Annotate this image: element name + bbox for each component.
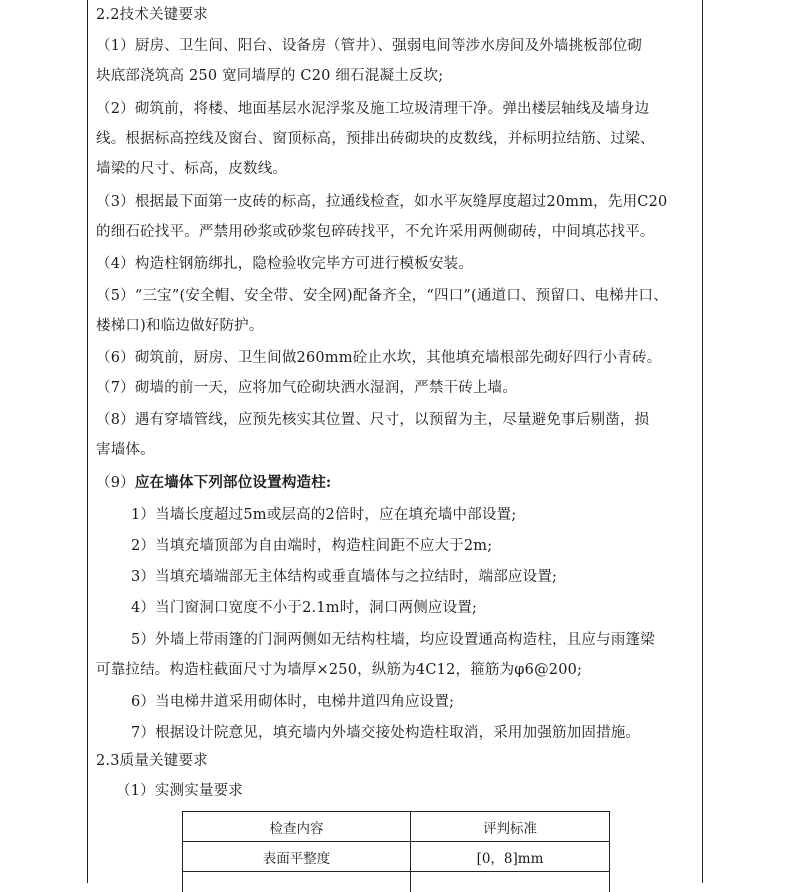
item-9-title: 应在墙体下列部位设置构造柱:: [135, 474, 332, 491]
sub-item-line: 可靠拉结。构造柱截面尺寸为墙厚×250，纵筋为4C12，箍筋为φ6@200;: [96, 658, 582, 679]
paragraph-line: 墙梁的尺寸、标高，皮数线。: [96, 157, 287, 178]
paragraph-line: （7）砌墙的前一天，应将加气砼砌块洒水湿润，严禁干砖上墙。: [96, 376, 517, 397]
sub-item-line: 6）当电梯井道采用砌体时，电梯井道四角应设置;: [131, 690, 454, 711]
paragraph-line: （4）构造柱钢筋绑扎，隐检验收完毕方可进行模板安装。: [96, 252, 473, 273]
table-row: [183, 872, 610, 892]
page-border-left: [87, 0, 88, 883]
paragraph-line: 楼梯口)和临边做好防护。: [96, 314, 264, 335]
paragraph-line: 块底部浇筑高 250 宽同墙厚的 C20 细石混凝土反坎;: [96, 64, 443, 85]
paragraph-line: 害墙体。: [96, 438, 155, 459]
sub-item-line: 5）外墙上带雨篷的门洞两侧如无结构柱墙，均应设置通高构造柱，且应与雨篷梁: [131, 628, 655, 649]
table-row: [183, 842, 610, 872]
paragraph-line: （3）根据最下面第一皮砖的标高，拉通线检查，如水平灰缝厚度超过20mm，先用C20: [96, 190, 667, 211]
paragraph-line: 的细石砼找平。严禁用砂浆或砂浆包碎砖找平，不允许采用两侧砌砖，中间填芯找平。: [96, 220, 655, 241]
table-cell: [183, 872, 411, 892]
sub-heading: （1）实测实量要求: [116, 779, 243, 800]
paragraph-line: （6）砌筑前，厨房、卫生间做260mm砼止水坎，其他填充墙根部先砌好四行小青砖。: [96, 346, 661, 367]
sub-item-line: 1）当墙长度超过5m或层高的2倍时，应在填充墙中部设置;: [131, 503, 516, 524]
table-header-cell: 检查内容: [183, 812, 411, 842]
table-cell: [0，8]mm: [411, 842, 610, 872]
page-border-right: [702, 0, 703, 883]
measurement-table: [182, 811, 610, 892]
item-9-prefix: （9）: [96, 475, 135, 491]
table-header-cell: 评判标准: [411, 812, 610, 842]
paragraph-line: （2）砌筑前，将楼、地面基层水泥浮浆及施工垃圾清理干净。弹出楼层轴线及墙身边: [96, 97, 649, 118]
section-heading-2-2: 2.2技术关键要求: [96, 3, 208, 24]
paragraph-line: （1）厨房、卫生间、阳台、设备房（管井）、强弱电间等涉水房间及外墙挑板部位砌: [96, 34, 642, 55]
paragraph-line: 线。根据标高控线及窗台、窗顶标高，预排出砖砌块的皮数线，并标明拉结筋、过梁、: [96, 127, 655, 148]
table-cell: 表面平整度: [183, 842, 411, 872]
table-header-row: [183, 812, 610, 842]
sub-item-line: 2）当填充墙顶部为自由端时，构造柱间距不应大于2m;: [131, 534, 492, 555]
table-cell: [411, 872, 610, 892]
paragraph-line: （8）遇有穿墙管线，应预先核实其位置、尺寸，以预留为主，尽量避免事后剔凿，损: [96, 408, 649, 429]
sub-item-line: 7）根据设计院意见，填充墙内外墙交接处构造柱取消，采用加强筋加固措施。: [131, 721, 640, 742]
item-9-line: [96, 471, 331, 492]
sub-item-line: 4）当门窗洞口宽度不小于2.1m时，洞口两侧应设置;: [131, 596, 477, 617]
paragraph-line: （5）“三宝”(安全帽、安全带、安全网)配备齐全，“四口”(通道口、预留口、电梯井口、: [96, 284, 668, 305]
section-heading-2-3: 2.3质量关键要求: [96, 749, 208, 770]
sub-item-line: 3）当填充墙端部无主体结构或垂直墙体与之拉结时，端部应设置;: [131, 565, 557, 586]
